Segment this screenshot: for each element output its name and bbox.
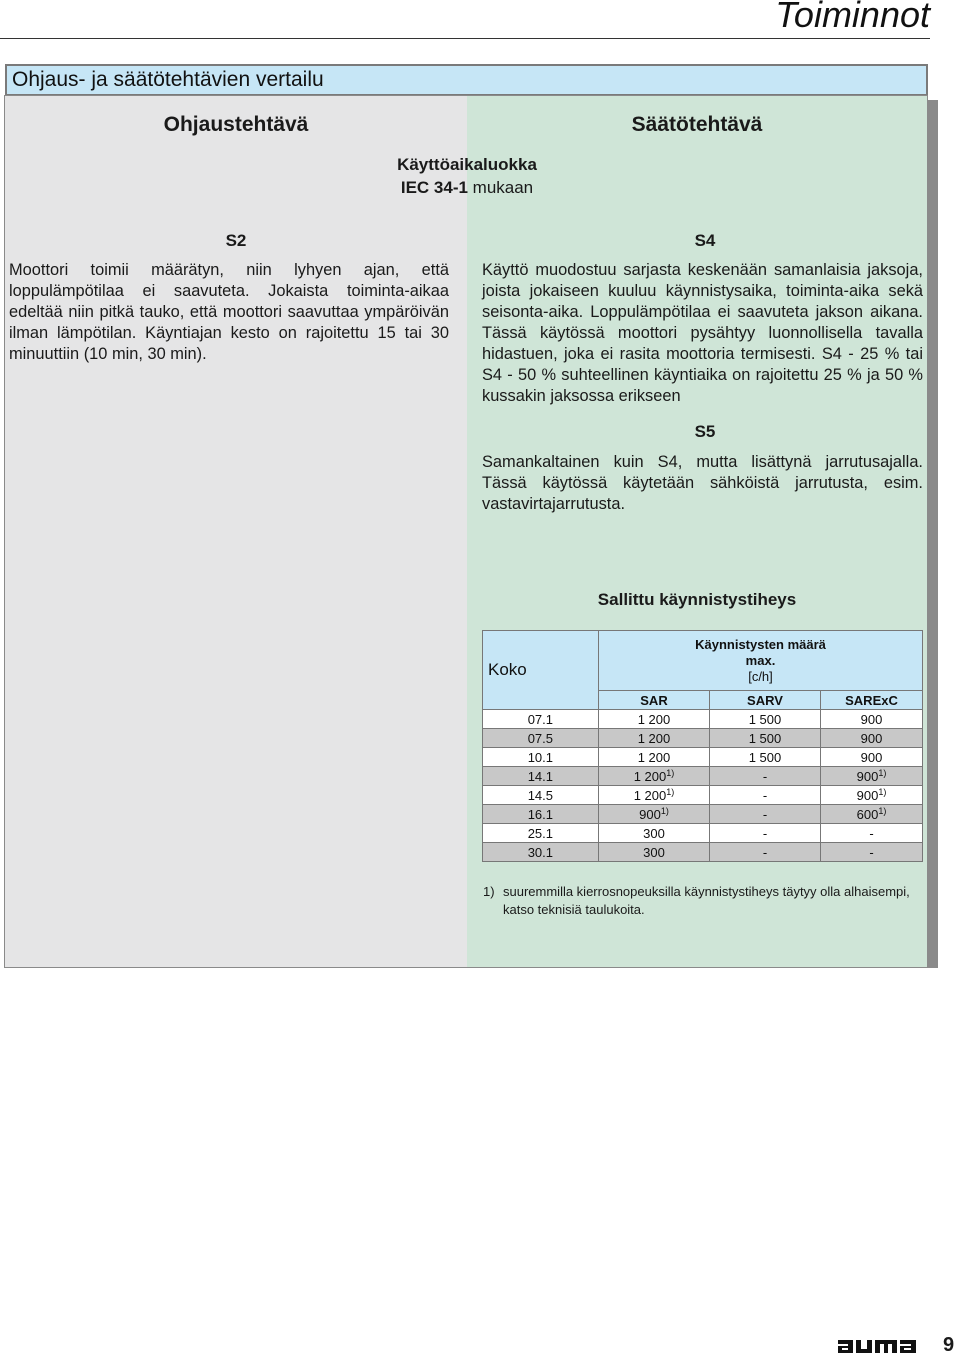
control-task-heading: Ohjaustehtävä [163,113,309,136]
iec-standard: IEC 34-1 [400,178,468,197]
footnote-text: suuremmilla kierrosnopeuksilla käynnistystiheys täytyy olla alhaisempi, katso teknisiä taulukoita. [503,884,910,917]
sarexc-cell: 900 [821,710,923,729]
table-row [483,843,923,862]
duty-class-standard [5,176,929,199]
footnote-ref: 1) [660,806,669,816]
starts-group-line2: max. [745,652,776,668]
table-row [483,824,923,843]
starts-table-title: Sallittu käynnistystiheys [597,590,797,609]
sarv-cell: - [710,824,821,843]
sar-cell: 300 [599,843,710,862]
section-title-bar: Ohjaus- ja säätötehtävien vertailu [5,64,928,96]
size-cell: 25.1 [483,824,599,843]
table-row [483,805,923,824]
sar-cell: 300 [599,824,710,843]
table-body [483,710,923,862]
s5-description: Samankaltainen kuin S4, mutta lisättynä jarrutusajalla. Tässä käytössä käytetään sähköistä jarrutusta, esim. vastavirtajarrutusta. [482,453,923,513]
sar-cell: 900$^{1)}$ [599,805,710,824]
size-cell: 16.1 [483,805,599,824]
sarv-cell: 1 500 [710,729,821,748]
sar-cell: 1 200 [599,748,710,767]
size-cell: 30.1 [483,843,599,862]
regulation-task-heading: Säätötehtävä [631,113,763,136]
sarexc-cell: - [821,824,923,843]
sarv-cell: - [710,767,821,786]
duty-class-title: Käyttöaikaluokka [397,155,537,174]
sarexc-cell: 600$^{1)}$ [821,805,923,824]
size-cell: 14.1 [483,767,599,786]
duty-class-heading [5,153,929,199]
control-task-column [5,96,467,967]
starts-group-line1: Käynnistysten määrä [695,636,826,652]
s2-description: Moottori toimii määrätyn, niin lyhyen ajan, että loppulämpötilaa ei saavuteta. Jokaista toiminta-aikaa edeltää niin pitkä tauko, että moottori saavuttaa ympäröivän ilman lämpötilan. Käyntiajan kesto on rajoitettu 15 tai 30 minuuttiin (10 min, 30 min). [9,261,449,363]
footnote-ref: 1) [878,806,887,816]
sarv-cell: - [710,786,821,805]
sarexc-cell: 900 [821,729,923,748]
sarv-cell: - [710,843,821,862]
footnote-ref: 1) [878,787,887,797]
table-row [483,767,923,786]
auma-logo [836,1336,918,1354]
footnote [483,883,913,919]
sarv-cell: 1 500 [710,748,821,767]
footnote-ref: 1) [666,768,675,778]
footnote-ref: 1) [878,768,887,778]
size-cell: 07.5 [483,729,599,748]
size-cell: 10.1 [483,748,599,767]
size-cell: 07.1 [483,710,599,729]
sarexc-cell: - [821,843,923,862]
starts-group-header [599,631,923,691]
comparison-panel [4,95,928,968]
col-sar: SAR [599,691,710,710]
s4-heading: S4 [694,231,716,250]
table-row [483,786,923,805]
table-row [483,729,923,748]
page-number: 9 [943,1334,955,1356]
header-divider [0,38,930,39]
sar-cell: 1 200 [599,710,710,729]
sar-cell: 1 200 [599,729,710,748]
footnote-marker: 1) [483,884,495,899]
starts-table [482,630,923,862]
sar-cell: 1 200$^{1)}$ [599,767,710,786]
sarexc-cell: 900$^{1)}$ [821,786,923,805]
table-header-row [483,631,923,691]
footnote-ref: 1) [666,787,675,797]
sarv-cell: 1 500 [710,710,821,729]
col-sarexc: SARExC [821,691,923,710]
page-header-title: Toiminnot [775,0,930,35]
sar-cell: 1 200$^{1)}$ [599,786,710,805]
starts-group-unit: [c/h] [748,668,773,684]
s5-heading: S5 [694,422,716,441]
iec-suffix: mukaan [467,178,534,197]
s4-description: Käyttö muodostuu sarjasta keskenään samanlaisia jaksoja, joista jokaiseen kuuluu käynnistysaika, toiminta-aika sekä seisonta-aika. Loppulämpötilaa ei saavuteta jakson aikana. Tässä käytössä moottori pysähtyy luonnollisella tavalla hidastuen, joka ei rasita moottoria termisesti. S4 - 25 % tai S4 - 50 % suhteellinen käyntiaika on rajoitettu 25 % ja 50 % kussakin jaksossa erikseen [482,261,923,405]
table-row [483,748,923,767]
sarexc-cell: 900$^{1)}$ [821,767,923,786]
koko-header: Koko [483,631,599,710]
size-cell: 14.5 [483,786,599,805]
sarexc-cell: 900 [821,748,923,767]
col-sarv: SARV [710,691,821,710]
s2-heading: S2 [225,231,247,250]
table-row [483,710,923,729]
sarv-cell: - [710,805,821,824]
